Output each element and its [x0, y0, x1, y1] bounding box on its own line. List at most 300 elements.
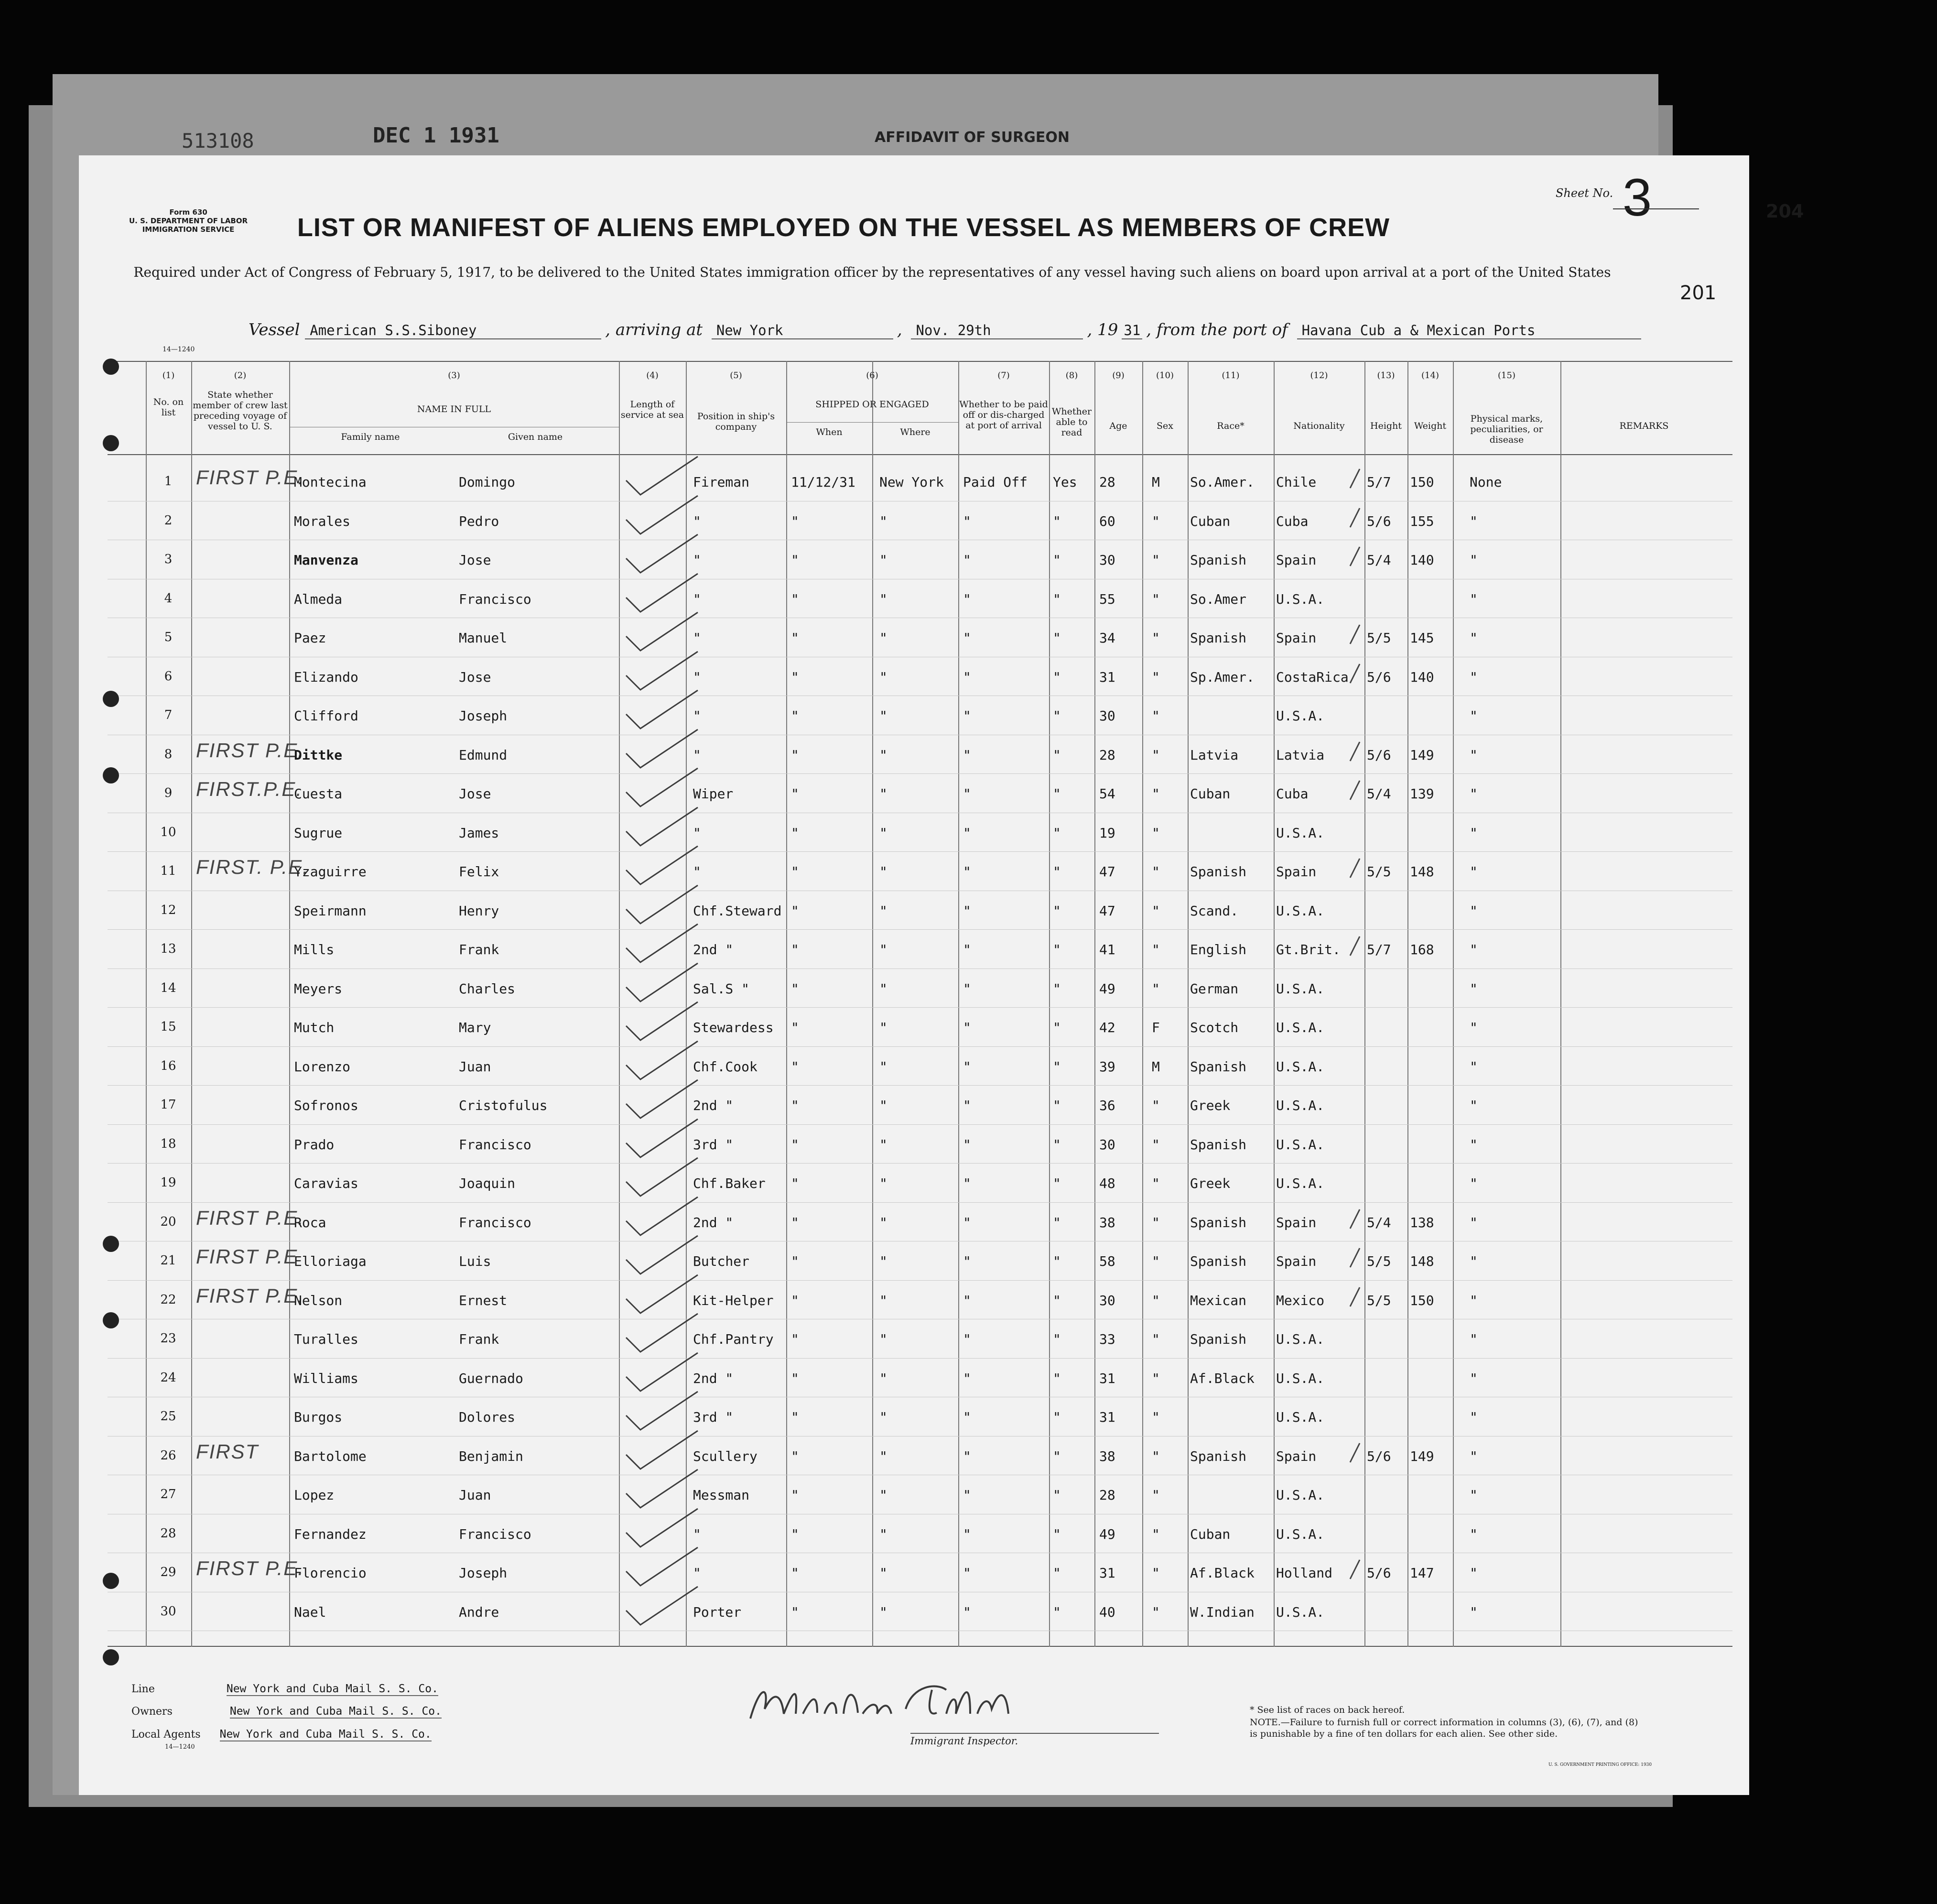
header-age: Age: [1109, 421, 1127, 431]
shipped-where-cell: ": [879, 1058, 887, 1075]
physical-marks-cell: ": [1470, 1136, 1478, 1153]
able-read-cell: ": [1053, 747, 1061, 763]
position-cell: ": [693, 513, 701, 529]
physical-marks-cell: ": [1470, 1214, 1478, 1230]
height-cell: 5/6: [1367, 669, 1391, 685]
height-cell: 5/4: [1367, 552, 1391, 568]
row-rule: [108, 968, 1732, 969]
checkmark-icon: [621, 610, 707, 653]
position-cell: Porter: [693, 1604, 742, 1620]
paid-off-cell: Paid Off: [963, 474, 1028, 490]
height-cell: 5/6: [1367, 747, 1391, 763]
header-race: Race*: [1217, 421, 1244, 431]
family-name-cell: Almeda: [294, 591, 343, 607]
given-name-cell: Domingo: [459, 474, 516, 490]
shipped-when-cell: ": [791, 630, 799, 646]
age-cell: 36: [1099, 1098, 1115, 1113]
tick-mark-icon: [1348, 622, 1362, 646]
header-no-on-list: No. on list: [153, 397, 184, 418]
tick-mark-icon: [1348, 1285, 1362, 1309]
race-cell: Cuban: [1190, 786, 1231, 802]
physical-marks-cell: ": [1470, 980, 1478, 997]
tick-mark-icon: [1348, 544, 1362, 568]
shipped-when-cell: ": [791, 1526, 799, 1542]
shipped-where-cell: ": [879, 1409, 887, 1425]
race-cell: Spanish: [1190, 630, 1247, 646]
paid-off-cell: ": [963, 1409, 971, 1425]
able-read-cell: ": [1053, 669, 1061, 685]
position-cell: ": [693, 669, 701, 685]
given-name-cell: Francisco: [459, 1526, 531, 1542]
given-name-cell: Jose: [459, 669, 491, 685]
paid-off-cell: ": [963, 864, 971, 880]
header-paid-off: Whether to be paid off or dis-charged at port of arrival: [959, 399, 1048, 431]
family-name-cell: Prado: [294, 1136, 335, 1153]
able-read-cell: ": [1053, 1565, 1061, 1581]
checkmark-icon: [621, 922, 707, 965]
race-cell: Af.Black: [1190, 1565, 1255, 1581]
shipped-where-cell: ": [879, 1136, 887, 1153]
age-cell: 34: [1099, 630, 1115, 646]
nationality-cell: Cuba: [1276, 786, 1309, 802]
weight-cell: 148: [1410, 864, 1434, 880]
age-cell: 41: [1099, 942, 1115, 957]
nationality-cell: Chile: [1276, 474, 1317, 490]
able-read-cell: ": [1053, 1526, 1061, 1542]
height-cell: 5/6: [1367, 1565, 1391, 1581]
physical-marks-cell: ": [1470, 864, 1478, 880]
weight-cell: 149: [1410, 1448, 1434, 1464]
sex-cell: ": [1152, 864, 1160, 880]
given-name-cell: Felix: [459, 864, 499, 880]
shipped-when-cell: ": [791, 1409, 799, 1425]
paid-off-cell: ": [963, 980, 971, 997]
age-cell: 42: [1099, 1020, 1115, 1035]
position-cell: Wiper: [693, 786, 734, 802]
sex-cell: ": [1152, 1136, 1160, 1153]
family-name-cell: Cuesta: [294, 786, 343, 802]
footer-agents: [131, 1728, 432, 1741]
first-pe-note: FIRST. P.E.: [196, 856, 309, 878]
checkmark-icon: [621, 532, 707, 575]
date-stamp: DEC 1 1931: [373, 123, 499, 148]
family-name-cell: Mutch: [294, 1020, 335, 1035]
age-cell: 31: [1099, 1565, 1115, 1581]
checkmark-icon: [621, 1506, 707, 1549]
age-cell: 40: [1099, 1604, 1115, 1620]
given-name-cell: James: [459, 825, 499, 841]
shipped-where-cell: ": [879, 942, 887, 957]
paid-off-cell: ": [963, 708, 971, 724]
department-name: U. S. DEPARTMENT OF LABOR: [129, 217, 248, 225]
sex-cell: ": [1152, 825, 1160, 841]
header-shipped: SHIPPED OR ENGAGED: [815, 399, 929, 410]
nationality-cell: U.S.A.: [1276, 1370, 1325, 1386]
signature-line: [910, 1733, 1159, 1734]
race-cell: Af.Black: [1190, 1370, 1255, 1386]
row-number: 26: [160, 1448, 176, 1463]
row-rule: [108, 1124, 1732, 1125]
vessel-name: American S.S.Siboney: [305, 322, 601, 339]
position-cell: 3rd ": [693, 1136, 734, 1153]
form-number: Form 630: [169, 208, 207, 217]
position-cell: Chf.Steward: [693, 903, 782, 919]
age-cell: 49: [1099, 1526, 1115, 1542]
shipped-when-cell: ": [791, 1448, 799, 1464]
shipped-when-cell: ": [791, 1565, 799, 1581]
printing-office: U. S. GOVERNMENT PRINTING OFFICE: 1930: [1548, 1763, 1652, 1767]
row-rule: [108, 773, 1732, 774]
paid-off-cell: ": [963, 513, 971, 529]
family-name-cell: Dittke: [294, 747, 343, 763]
paid-off-cell: ": [963, 1175, 971, 1191]
family-name-cell: Meyers: [294, 980, 343, 997]
tick-mark-icon: [1348, 506, 1362, 530]
header-bottom-rule: [108, 454, 1732, 455]
row-number: 30: [160, 1604, 176, 1619]
paid-off-cell: ": [963, 552, 971, 568]
checkmark-icon: [621, 883, 707, 926]
row-number: 13: [160, 942, 176, 956]
given-name-cell: Andre: [459, 1604, 499, 1620]
checkmark-icon: [621, 727, 707, 770]
able-read-cell: ": [1053, 980, 1061, 997]
nationality-cell: Spain: [1276, 630, 1317, 646]
shipped-when-cell: ": [791, 669, 799, 685]
paid-off-cell: ": [963, 1331, 971, 1347]
paid-off-cell: ": [963, 1098, 971, 1113]
weight-cell: 148: [1410, 1253, 1434, 1269]
physical-marks-cell: ": [1470, 786, 1478, 802]
given-name-cell: Joseph: [459, 1565, 508, 1581]
sex-cell: ": [1152, 1175, 1160, 1191]
row-number: 28: [160, 1526, 176, 1541]
able-read-cell: ": [1053, 903, 1061, 919]
weight-cell: 155: [1410, 513, 1434, 529]
given-name-cell: Luis: [459, 1253, 491, 1269]
nationality-cell: Mexico: [1276, 1292, 1325, 1308]
nationality-cell: U.S.A.: [1276, 1604, 1325, 1620]
age-cell: 58: [1099, 1253, 1115, 1269]
able-read-cell: ": [1053, 1448, 1061, 1464]
able-read-cell: ": [1053, 1604, 1061, 1620]
shipped-where-cell: ": [879, 786, 887, 802]
agents-label: Local Agents: [131, 1729, 201, 1741]
column-number: (2): [234, 370, 247, 381]
paid-off-cell: ": [963, 1292, 971, 1308]
paid-off-cell: ": [963, 1058, 971, 1075]
position-cell: 3rd ": [693, 1409, 734, 1425]
column-number: (9): [1112, 370, 1125, 381]
row-number: 6: [164, 669, 173, 684]
physical-marks-cell: ": [1470, 1409, 1478, 1425]
row-rule: [108, 1358, 1732, 1359]
paid-off-cell: ": [963, 786, 971, 802]
column-rule: [1407, 361, 1408, 1647]
first-pe-note: FIRST.P.E.: [196, 778, 303, 800]
shipped-where-cell: ": [879, 1098, 887, 1113]
sex-cell: ": [1152, 591, 1160, 607]
header-nationality: Nationality: [1293, 421, 1345, 431]
height-cell: 5/5: [1367, 1292, 1391, 1308]
top-strip: [86, 115, 1663, 158]
column-number: (10): [1156, 370, 1174, 381]
row-rule: [108, 851, 1732, 852]
column-number: (5): [730, 370, 742, 381]
shipped-where-cell: ": [879, 980, 887, 997]
service-name: IMMIGRATION SERVICE: [142, 225, 235, 234]
shipped-when-cell: ": [791, 1175, 799, 1191]
physical-marks-cell: ": [1470, 513, 1478, 529]
checkmark-icon: [621, 1389, 707, 1432]
race-cell: Cuban: [1190, 1526, 1231, 1542]
physical-marks-cell: ": [1470, 708, 1478, 724]
tick-mark-icon: [1348, 934, 1362, 958]
shipped-when-cell: ": [791, 903, 799, 919]
shipped-where-cell: ": [879, 591, 887, 607]
given-name-cell: Francisco: [459, 1136, 531, 1153]
family-name-cell: Mills: [294, 942, 335, 957]
shipped-when-cell: ": [791, 747, 799, 763]
paid-off-cell: ": [963, 1604, 971, 1620]
shipped-where-cell: ": [879, 1487, 887, 1503]
weight-cell: 145: [1410, 630, 1434, 646]
tick-mark-icon: [1348, 1557, 1362, 1581]
binder-hole: [103, 1573, 119, 1589]
position-cell: ": [693, 552, 701, 568]
age-cell: 47: [1099, 903, 1115, 919]
physical-marks-cell: ": [1470, 1175, 1478, 1191]
header-remarks: REMARKS: [1619, 421, 1669, 431]
sex-cell: ": [1152, 1487, 1160, 1503]
able-read-cell: ": [1053, 942, 1061, 957]
shipped-when-cell: ": [791, 1136, 799, 1153]
sex-cell: M: [1152, 474, 1160, 490]
given-name-cell: Charles: [459, 980, 516, 997]
row-rule: [108, 1202, 1732, 1203]
family-name-cell: Sugrue: [294, 825, 343, 841]
sex-cell: ": [1152, 708, 1160, 724]
column-rule: [146, 361, 147, 1647]
race-cell: Sp.Amer.: [1190, 669, 1255, 685]
height-cell: 5/4: [1367, 786, 1391, 802]
row-number: 11: [160, 864, 176, 878]
affidavit-heading: AFFIDAVIT OF SURGEON: [875, 129, 1070, 146]
height-cell: 5/6: [1367, 513, 1391, 529]
physical-marks-cell: ": [1470, 1526, 1478, 1542]
physical-marks-cell: ": [1470, 552, 1478, 568]
weight-cell: 168: [1410, 942, 1434, 957]
sex-cell: ": [1152, 1292, 1160, 1308]
given-name-cell: Edmund: [459, 747, 508, 763]
position-cell: ": [693, 825, 701, 841]
sex-cell: ": [1152, 1098, 1160, 1113]
race-cell: Scotch: [1190, 1020, 1239, 1035]
paid-off-cell: ": [963, 1020, 971, 1035]
paid-off-cell: ": [963, 1214, 971, 1230]
row-number: 8: [164, 747, 173, 762]
header-top-rule: [108, 361, 1732, 362]
sex-cell: ": [1152, 1526, 1160, 1542]
row-number: 16: [160, 1058, 176, 1073]
binder-hole: [103, 1649, 119, 1665]
able-read-cell: Yes: [1053, 474, 1077, 490]
paid-off-cell: ": [963, 630, 971, 646]
tick-mark-icon: [1348, 662, 1362, 685]
shipped-subrule: [786, 422, 958, 423]
first-pe-note: FIRST P.E.: [196, 739, 304, 762]
checkmark-icon: [621, 1273, 707, 1316]
position-cell: Sal.S ": [693, 980, 750, 997]
checkmark-icon: [621, 844, 707, 887]
sex-cell: ": [1152, 1370, 1160, 1386]
nationality-cell: U.S.A.: [1276, 591, 1325, 607]
height-cell: 5/7: [1367, 942, 1391, 957]
column-number: (7): [997, 370, 1010, 381]
shipped-where-cell: ": [879, 1526, 887, 1542]
header-height: Height: [1370, 421, 1402, 431]
checkmark-icon: [621, 493, 707, 536]
paid-off-cell: ": [963, 942, 971, 957]
sex-cell: ": [1152, 980, 1160, 997]
row-rule: [108, 1046, 1732, 1047]
given-name-cell: Dolores: [459, 1409, 516, 1425]
age-cell: 19: [1099, 825, 1115, 841]
sheet-number: 3: [1623, 168, 1652, 227]
tick-mark-icon: [1348, 1246, 1362, 1270]
age-cell: 31: [1099, 669, 1115, 685]
tick-mark-icon: [1348, 856, 1362, 880]
checkmark-icon: [621, 805, 707, 848]
age-cell: 30: [1099, 1136, 1115, 1153]
sex-cell: ": [1152, 1214, 1160, 1230]
able-read-cell: ": [1053, 708, 1061, 724]
header-able-read: Whether able to read: [1051, 406, 1092, 438]
corner-number-201: 201: [1680, 282, 1717, 304]
given-name-cell: Manuel: [459, 630, 508, 646]
vessel-label: Vessel: [249, 320, 300, 339]
checkmark-icon: [621, 571, 707, 614]
race-cell: W.Indian: [1190, 1604, 1255, 1620]
arrival-date: Nov. 29th: [911, 322, 1083, 339]
age-cell: 28: [1099, 747, 1115, 763]
shipped-when-cell: ": [791, 864, 799, 880]
race-cell: So.Amer.: [1190, 474, 1255, 490]
able-read-cell: ": [1053, 786, 1061, 802]
nationality-cell: Spain: [1276, 1253, 1317, 1269]
nationality-cell: U.S.A.: [1276, 825, 1325, 841]
line-label: Line: [131, 1683, 155, 1695]
race-cell: Latvia: [1190, 747, 1239, 763]
given-name-cell: Juan: [459, 1058, 491, 1075]
shipped-when-cell: ": [791, 552, 799, 568]
shipped-when-cell: ": [791, 1058, 799, 1075]
physical-marks-cell: ": [1470, 1487, 1478, 1503]
shipped-when-cell: ": [791, 513, 799, 529]
family-name-cell: Turalles: [294, 1331, 358, 1347]
age-cell: 54: [1099, 786, 1115, 802]
position-cell: ": [693, 630, 701, 646]
binder-hole: [103, 767, 119, 783]
tick-mark-icon: [1348, 1441, 1362, 1465]
nationality-cell: Gt.Brit.: [1276, 942, 1341, 957]
binder-hole: [103, 435, 119, 451]
age-cell: 28: [1099, 1487, 1115, 1503]
able-read-cell: ": [1053, 1020, 1061, 1035]
age-cell: 28: [1099, 474, 1115, 490]
position-cell: Chf.Pantry: [693, 1331, 774, 1347]
able-read-cell: ": [1053, 1136, 1061, 1153]
checkmark-icon: [621, 1195, 707, 1238]
position-cell: Fireman: [693, 474, 750, 490]
able-read-cell: ": [1053, 1370, 1061, 1386]
shipped-when-cell: ": [791, 1098, 799, 1113]
corner-number-204: 204: [1766, 201, 1804, 222]
weight-cell: 150: [1410, 1292, 1434, 1308]
physical-marks-cell: ": [1470, 669, 1478, 685]
row-number: 24: [160, 1370, 176, 1385]
paid-off-cell: ": [963, 747, 971, 763]
column-number: (15): [1498, 370, 1515, 381]
column-rule: [872, 361, 873, 1647]
shipped-where-cell: ": [879, 513, 887, 529]
nationality-cell: Latvia: [1276, 747, 1325, 763]
row-number: 1: [164, 474, 173, 489]
paid-off-cell: ": [963, 1526, 971, 1542]
checkmark-icon: [621, 766, 707, 809]
header-physical: Physical marks, peculiarities, or disease: [1470, 413, 1543, 445]
given-name-cell: Ernest: [459, 1292, 508, 1308]
column-number: (4): [646, 370, 659, 381]
able-read-cell: ": [1053, 825, 1061, 841]
given-name-cell: Cristofulus: [459, 1098, 548, 1113]
row-number: 23: [160, 1331, 176, 1346]
shipped-where-cell: ": [879, 1292, 887, 1308]
family-name-cell: Montecina: [294, 474, 367, 490]
shipped-when-cell: ": [791, 1020, 799, 1035]
tick-mark-icon: [1348, 467, 1362, 490]
position-cell: ": [693, 708, 701, 724]
row-number: 20: [160, 1214, 176, 1229]
sex-cell: ": [1152, 903, 1160, 919]
family-name-cell: Nael: [294, 1604, 326, 1620]
family-name-cell: Lorenzo: [294, 1058, 351, 1075]
row-number: 2: [164, 513, 173, 528]
sex-cell: ": [1152, 747, 1160, 763]
first-pe-note: FIRST P.E.: [196, 466, 304, 489]
given-name-cell: Frank: [459, 1331, 499, 1347]
sheet-line: [1613, 208, 1699, 209]
paid-off-cell: ": [963, 1253, 971, 1269]
family-name-cell: Fernandez: [294, 1526, 367, 1542]
column-rule: [1049, 361, 1050, 1647]
column-rule: [1188, 361, 1189, 1647]
shipped-where-cell: ": [879, 669, 887, 685]
column-number: (6): [866, 370, 878, 381]
able-read-cell: ": [1053, 1253, 1061, 1269]
position-cell: 2nd ": [693, 1370, 734, 1386]
row-number: 18: [160, 1136, 176, 1151]
nationality-cell: Spain: [1276, 1214, 1317, 1230]
able-read-cell: ": [1053, 513, 1061, 529]
shipped-when-cell: ": [791, 1370, 799, 1386]
row-number: 14: [160, 980, 176, 995]
physical-marks-cell: ": [1470, 903, 1478, 919]
header-position: Position in ship's company: [697, 411, 775, 432]
sex-cell: ": [1152, 1409, 1160, 1425]
row-number: 5: [164, 630, 173, 644]
header-where: Where: [900, 427, 931, 437]
